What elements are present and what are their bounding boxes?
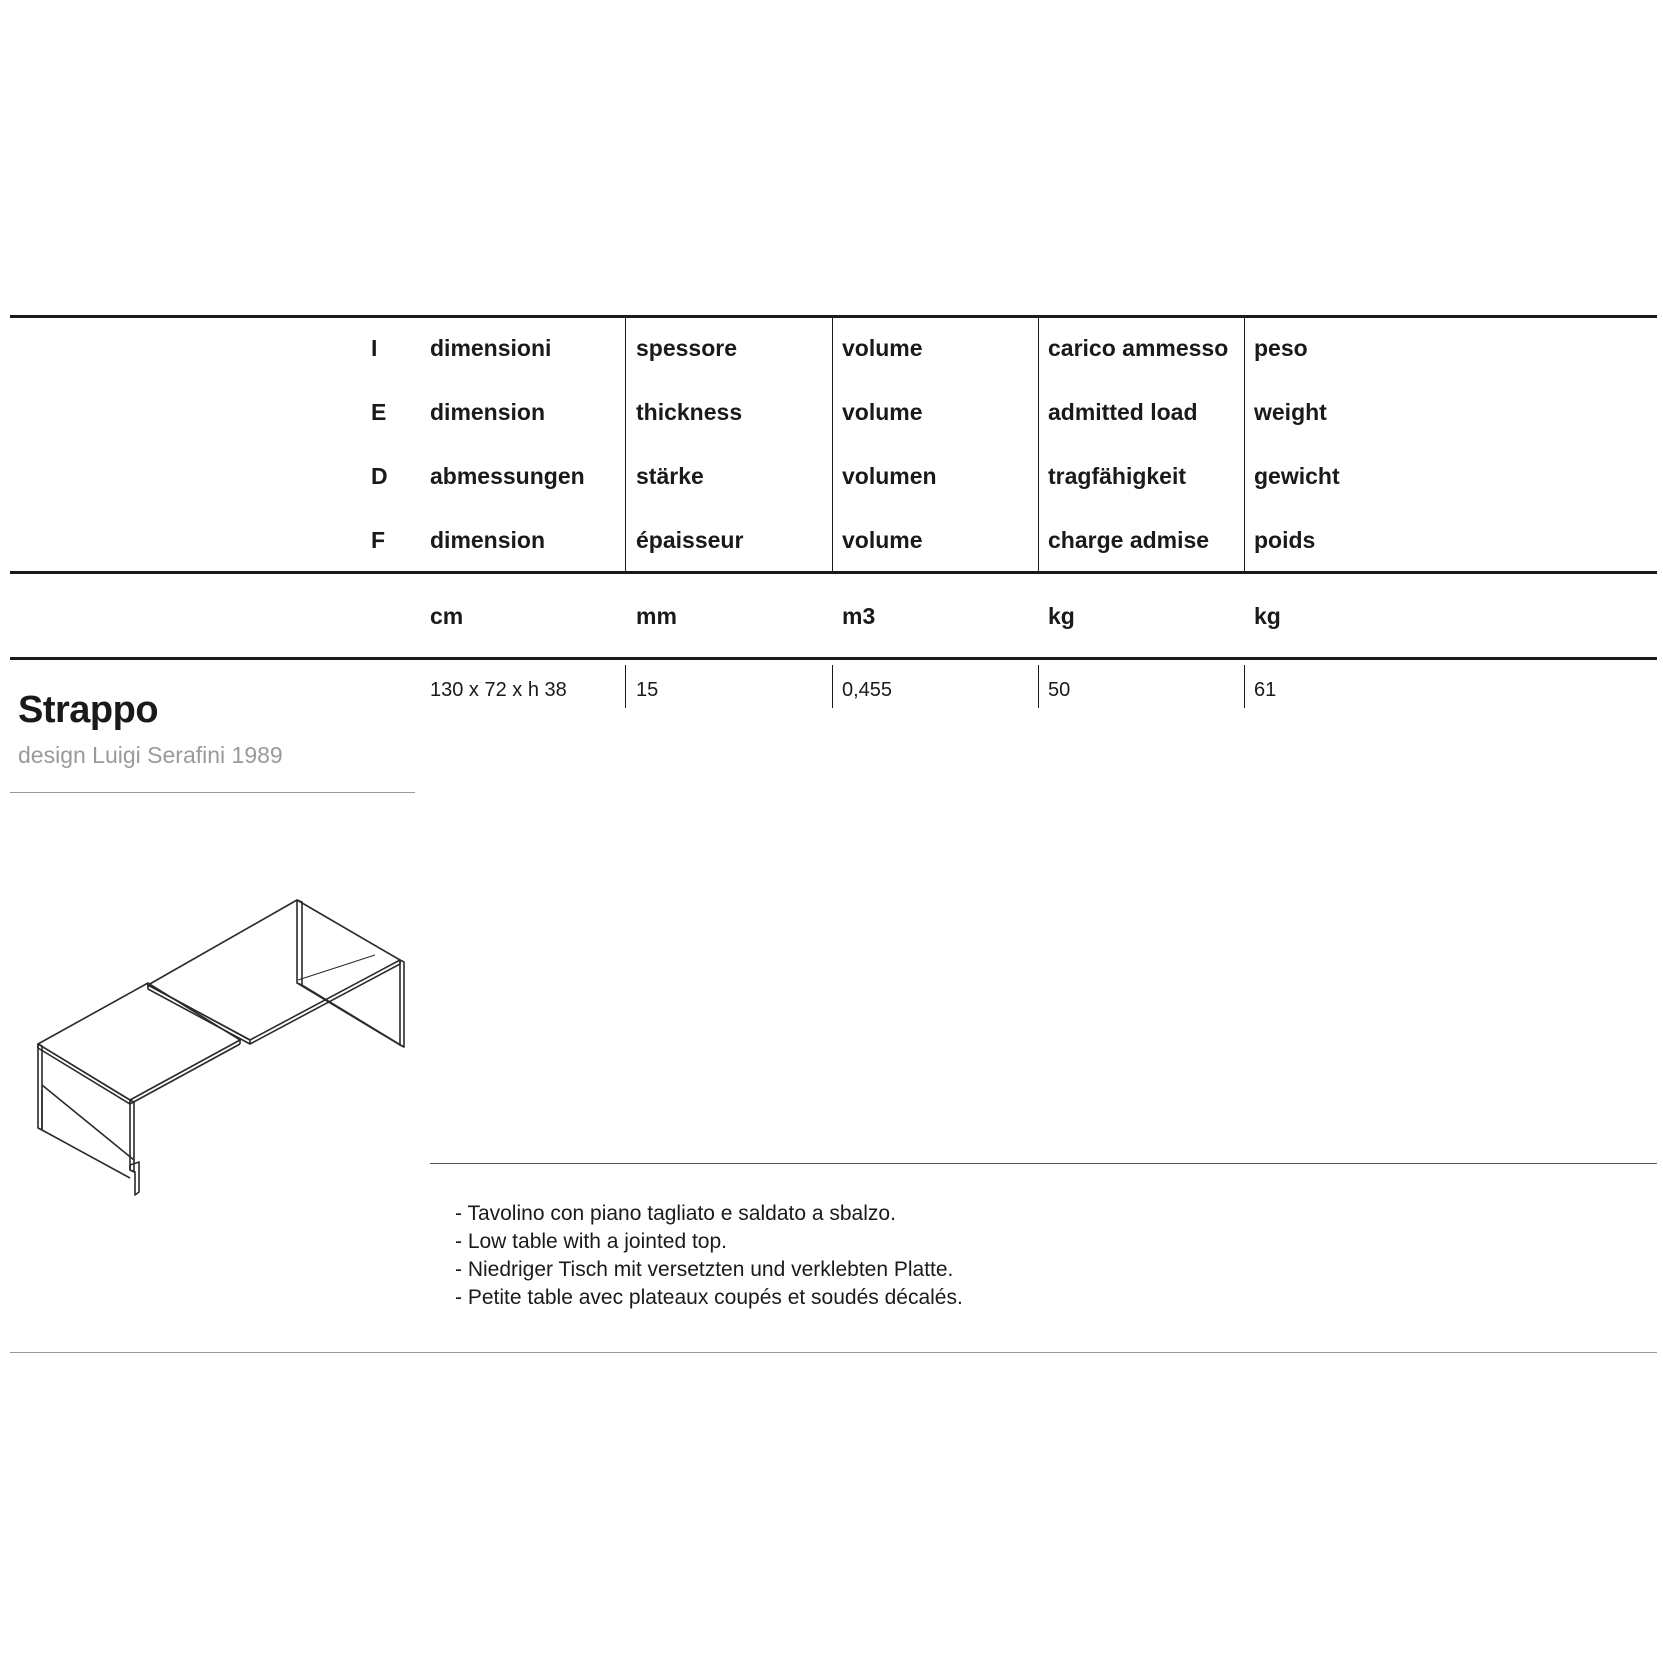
- description-line-english: - Low table with a jointed top.: [455, 1230, 727, 1253]
- title-divider: [10, 792, 415, 793]
- value-separator: [625, 665, 626, 708]
- column-separator: [1244, 318, 1245, 571]
- header-top-rule: [10, 315, 1657, 318]
- label-load: admitted load: [1048, 399, 1198, 425]
- label-thickness: thickness: [636, 399, 743, 425]
- unit-volume: m3: [842, 603, 876, 629]
- language-code: I: [371, 335, 378, 361]
- label-thickness: stärke: [636, 463, 704, 489]
- footer-rule: [10, 1352, 1657, 1353]
- value-thickness: 15: [636, 679, 659, 701]
- label-weight: gewicht: [1254, 463, 1340, 489]
- value-dimensions: 130 x 72 x h 38: [430, 679, 567, 701]
- product-description: [455, 1200, 963, 1312]
- value-separator: [832, 665, 833, 708]
- value-separator: [1244, 665, 1245, 708]
- label-weight: poids: [1254, 527, 1316, 553]
- value-weight: 61: [1254, 679, 1277, 701]
- label-weight: peso: [1254, 335, 1308, 361]
- unit-weight: kg: [1254, 603, 1281, 629]
- value-separator: [1038, 665, 1039, 708]
- table-line-drawing: [30, 890, 410, 1200]
- label-load: charge admise: [1048, 527, 1210, 553]
- label-thickness: épaisseur: [636, 527, 744, 553]
- label-dimensions: dimension: [430, 399, 546, 425]
- value-volume: 0,455: [842, 679, 893, 701]
- description-top-rule: [430, 1163, 1657, 1164]
- label-weight: weight: [1254, 399, 1327, 425]
- column-separator: [1038, 318, 1039, 571]
- unit-dimensions: cm: [430, 603, 464, 629]
- label-volume: volume: [842, 399, 923, 425]
- header-bottom-rule: [10, 571, 1657, 574]
- product-designer: design Luigi Serafini 1989: [18, 742, 283, 768]
- label-dimensions: dimension: [430, 527, 546, 553]
- label-dimensions: dimensioni: [430, 335, 552, 361]
- column-separator: [832, 318, 833, 571]
- label-volume: volume: [842, 527, 923, 553]
- language-code: F: [371, 527, 386, 553]
- value-load: 50: [1048, 679, 1071, 701]
- language-code: E: [371, 399, 387, 425]
- unit-load: kg: [1048, 603, 1075, 629]
- units-bottom-rule: [10, 657, 1657, 660]
- label-thickness: spessore: [636, 335, 738, 361]
- label-volume: volumen: [842, 463, 937, 489]
- product-name: Strappo: [18, 689, 159, 731]
- label-load: tragfähigkeit: [1048, 463, 1187, 489]
- label-load: carico ammesso: [1048, 335, 1229, 361]
- language-code: D: [371, 463, 388, 489]
- description-line-french: - Petite table avec plateaux coupés et soudés décalés.: [455, 1286, 963, 1309]
- label-dimensions: abmessungen: [430, 463, 585, 489]
- unit-thickness: mm: [636, 603, 677, 629]
- label-volume: volume: [842, 335, 923, 361]
- column-separator: [625, 318, 626, 571]
- description-line-italian: - Tavolino con piano tagliato e saldato a sbalzo.: [455, 1202, 896, 1225]
- description-line-german: - Niedriger Tisch mit versetzten und verklebten Platte.: [455, 1258, 954, 1281]
